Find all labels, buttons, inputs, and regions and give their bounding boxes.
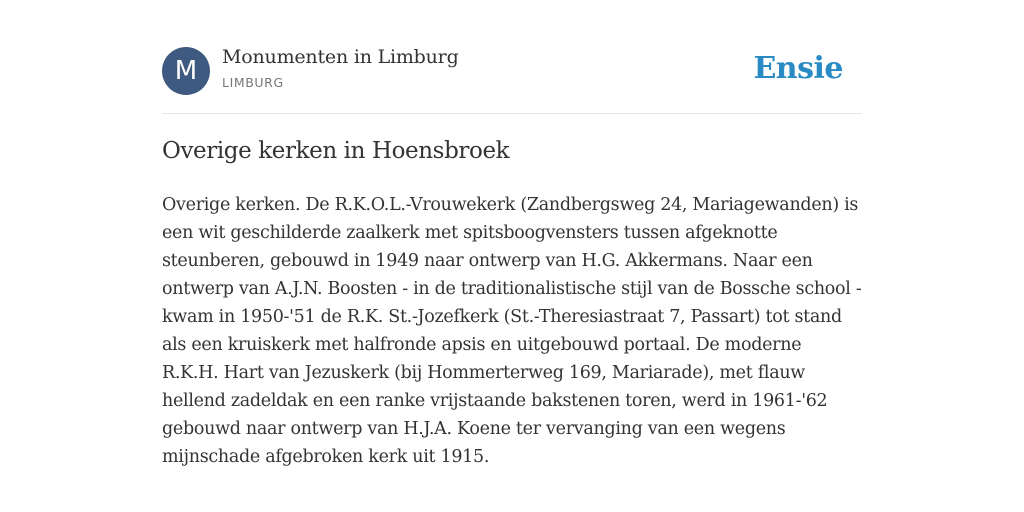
- page-title: Overige kerken in Hoensbroek: [162, 138, 510, 164]
- article-body: Overige kerken. De R.K.O.L.-Vrouwekerk (Zandbergsweg 24, Mariagewanden) is een wit geschilderde zaalkerk met spitsboogvensters tussen afgeknotte steunberen, gebouwd in 1949 naar ontwerp van H.G. Akkermans. Naar een ontwerp van A.J.N. Boosten - in de traditionalistische stijl van de Bossche school - kwam in 1950-'51 de R.K. St.-Jozefkerk (St.-Theresiastraat 7, Passart) tot stand als een kruiskerk met halfronde apsis en uitgebouwd portaal. De moderne R.K.H. Hart van Jezuskerk (bij Hommerterweg 169, Mariarade), met flauw hellend zadeldak en een ranke vrijstaande bakstenen toren, werd in 1961-'62 gebouwd naar ontwerp van H.J.A. Koene ter vervanging van een wegens mijnschade afgebroken kerk uit 1915.: [162, 195, 862, 467]
- source-title[interactable]: Monumenten in Limburg: [222, 46, 459, 68]
- brand-logo[interactable]: Ensie: [753, 51, 843, 86]
- avatar[interactable]: [162, 47, 210, 95]
- header-divider: [162, 113, 862, 114]
- avatar-letter: M: [174, 56, 198, 86]
- source-subtitle[interactable]: LIMBURG: [222, 75, 284, 90]
